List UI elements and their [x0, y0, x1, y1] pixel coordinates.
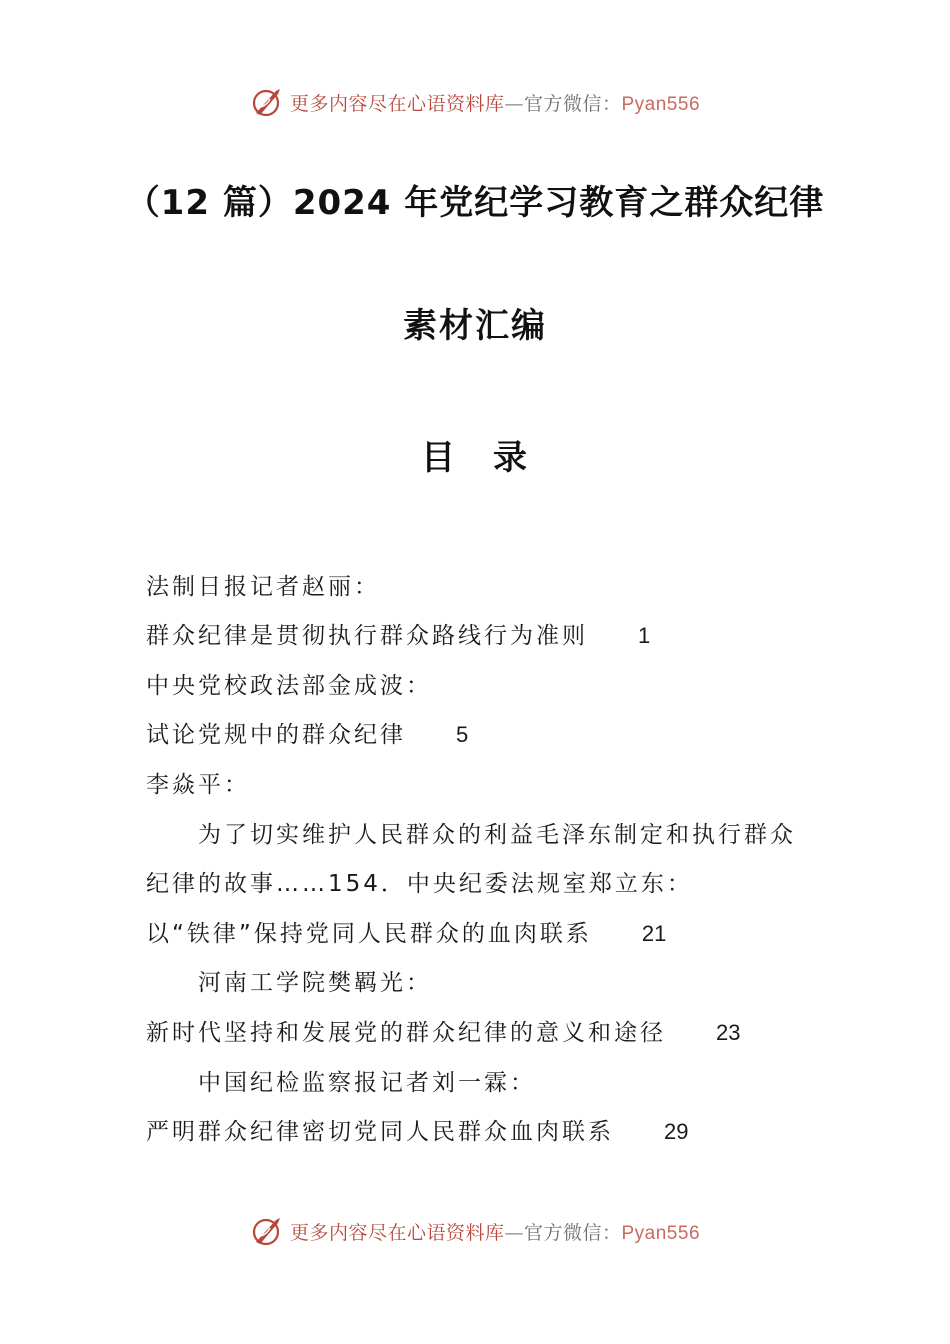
toc-entry[interactable]: 群众纪律是贯彻执行群众路线行为准则 1 — [146, 623, 651, 649]
toc-page-number: 23 — [716, 1020, 741, 1045]
toc-entry[interactable]: 严明群众纪律密切党同人民群众血肉联系 29 — [146, 1119, 689, 1145]
document-title-line2: 素材汇编 — [403, 306, 547, 346]
footer-watermark-banner — [0, 1211, 950, 1251]
toc-entry-continued: 为了切实维护人民群众的利益毛泽东制定和执行群众 — [198, 822, 796, 848]
toc-entry[interactable]: 试论党规中的群众纪律 5 — [146, 722, 469, 748]
toc-author: 李焱平： — [146, 772, 250, 798]
toc-entry[interactable]: 纪律的故事……154．中央纪委法规室郑立东： — [146, 871, 693, 897]
toc-author: 法制日报记者赵丽： — [146, 574, 380, 600]
document-title-line1: （12 篇）2024 年党纪学习教育之群众纪律 — [125, 183, 825, 223]
banner-text: 更多内容尽在心语资料库—官方微信：Pyan556 — [289, 1221, 701, 1244]
banner-text: 更多内容尽在心语资料库—官方微信：Pyan556 — [289, 92, 701, 115]
quill-logo-icon — [250, 1214, 284, 1248]
toc-entry[interactable]: 以“铁律”保持党同人民群众的血肉联系 21 — [146, 921, 667, 947]
toc-page-number: 1 — [638, 623, 651, 648]
toc-author: 中央党校政法部金成波： — [146, 673, 432, 699]
toc-heading: 目 录 — [421, 438, 529, 478]
toc-page-number: 29 — [664, 1119, 689, 1144]
toc-page-number: 21 — [641, 921, 667, 946]
toc-entry[interactable]: 新时代坚持和发展党的群众纪律的意义和途径 23 — [146, 1020, 741, 1046]
quill-logo-icon — [250, 85, 284, 119]
toc-author: 中国纪检监察报记者刘一霖： — [198, 1070, 536, 1096]
toc-page-number: 5 — [456, 722, 469, 747]
header-watermark-banner — [0, 82, 950, 122]
toc-author: 河南工学院樊羁光： — [198, 970, 432, 996]
